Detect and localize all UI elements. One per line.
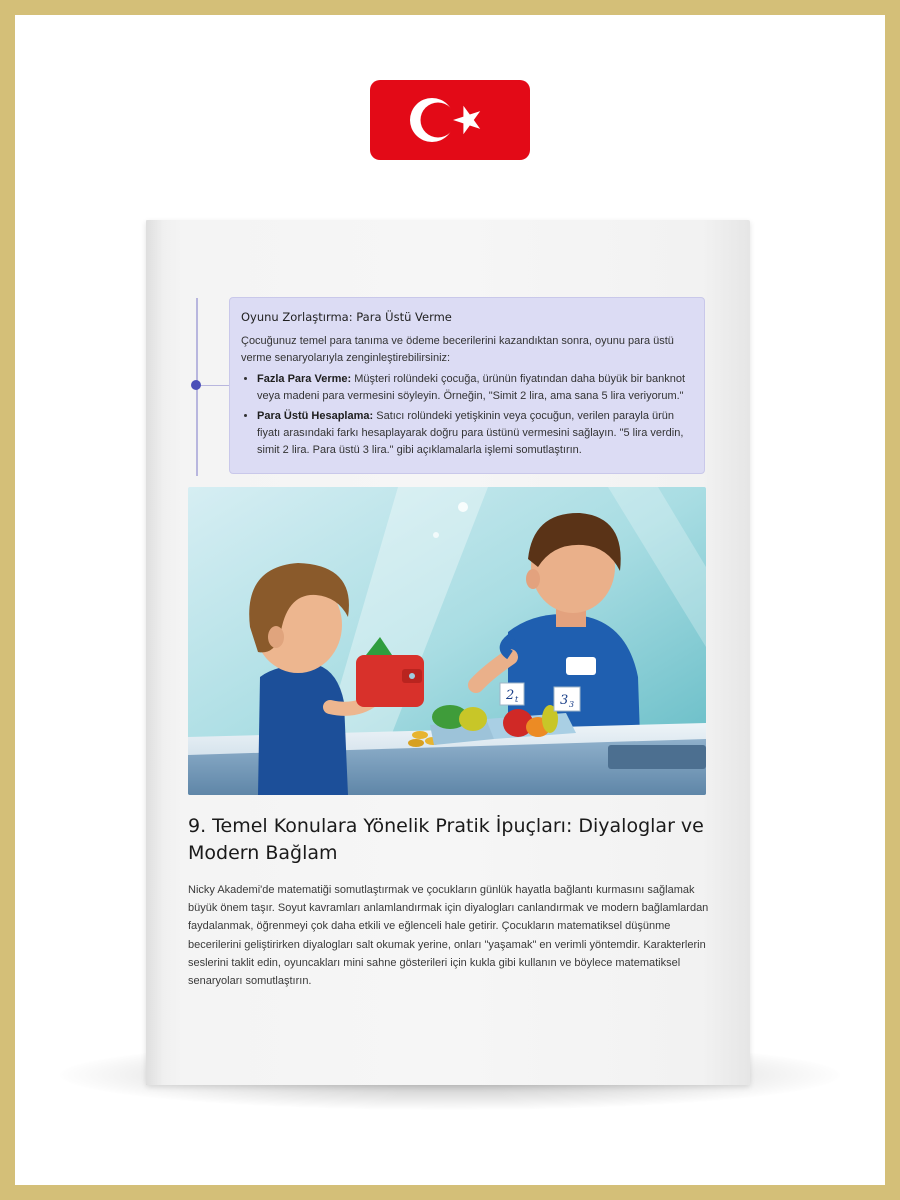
price-tag-2: 3 <box>560 693 569 708</box>
price-tag-1-sub: t <box>515 695 519 704</box>
list-item <box>257 371 692 405</box>
turkish-flag-icon <box>370 80 530 160</box>
page-fold <box>146 220 164 1085</box>
callout-box <box>229 297 705 474</box>
timeline-dot <box>191 380 201 390</box>
timeline-connector <box>200 385 230 386</box>
list-item-label: Fazla Para Verme: <box>257 373 352 385</box>
callout-list <box>241 371 692 459</box>
illustration-children-playing-shop <box>188 487 706 795</box>
price-tag-2-sub: 3 <box>569 700 575 709</box>
section-heading: 9. Temel Konulara Yönelik Pratik İpuçları: Diyaloglar ve Modern Bağlam <box>188 815 704 864</box>
list-item-label: Para Üstü Hesaplama: <box>257 410 374 422</box>
list-item-text: Müşteri rolündeki çocuğa, ürünün fiyatından daha büyük bir banknot veya madeni para vermesini söyleyin. Örneğin, "Simit 2 lira, ama sana 5 lira veriyorum." <box>257 373 686 402</box>
price-tag-1: 2 <box>506 688 515 703</box>
name-tag <box>566 657 596 675</box>
callout-title: Oyunu Zorlaştırma: Para Üstü Verme <box>241 310 452 324</box>
list-item-text: Satıcı rolündeki yetişkinin veya çocuğun, verilen parayla ürün fiyatı arasındaki farkı hesaplayarak doğru para üstünü vermesini sağlayın. "5 lira verdin, simit 2 lira. Para üstü 3 lira." gibi açıklamalarla işlemi somutlaştırın. <box>257 410 684 456</box>
section-body: Nicky Akademi'de matematiği somutlaştırmak ve çocukların günlük hayatla bağlantı kurmasını sağlamak büyük önem taşır. Soyut kavramları anlamlandırmak için diyalogları canlandırmak ve modern bağlamlardan faydalanmak, öğrenmeyi çok daha etkili ve eğlenceli hale getirir. Çocukların matematiksel düşünme becerilerini geliştirirken diyalogları salt okumak yerine, onları "yaşamak" en verimli yöntemdir. Karakterlerin seslerini taklit edin, oyuncakları mini sahne gösterileri için kukla gibi kullanın ve böylece matematiksel senaryoları somutlaştırın. <box>188 884 709 988</box>
callout-intro: Çocuğunuz temel para tanıma ve ödeme becerilerini kazandıktan sonra, oyunu para üstü verme senaryolarıyla zenginleştirebilirsiniz: <box>241 335 674 364</box>
list-item <box>257 408 692 459</box>
